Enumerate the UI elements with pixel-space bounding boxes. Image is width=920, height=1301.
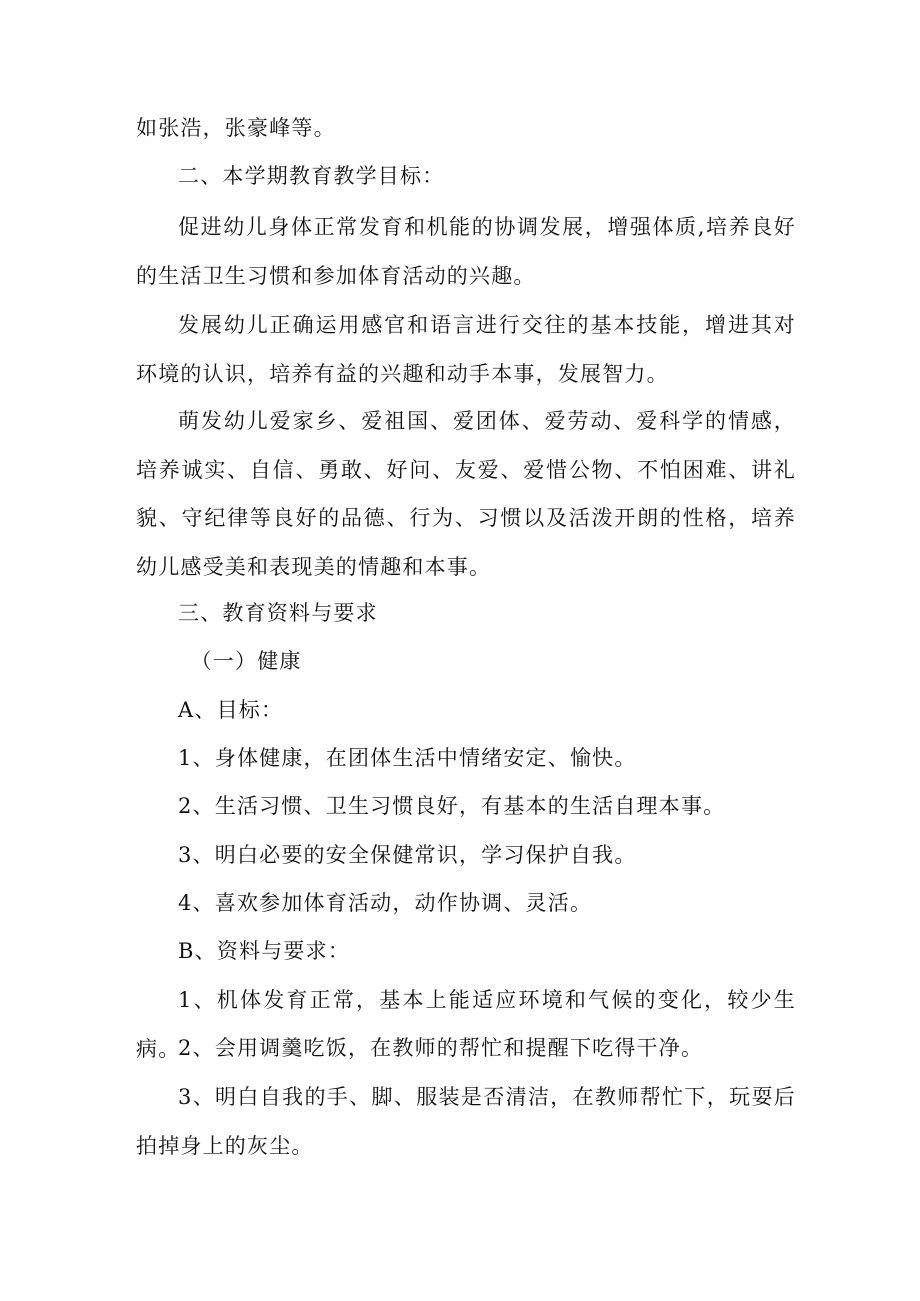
list-item-target-3: 3、明白必要的安全保健常识，学习保护自我。 (178, 843, 637, 867)
list-item-requirement-1: 1、机体发育正常，基本上能适应环境和气候的变化，较少生病。 (136, 988, 796, 1061)
list-item-requirement-2: 2、会用调羹吃饭，在教师的帮忙和提醒下吃得干净。 (178, 1036, 704, 1060)
paragraph-goal-intellect: 发展幼儿正确运用感官和语言进行交往的基本技能，增进其对环境的认识，培养有益的兴趣和动手本事，发展智力。 (136, 313, 796, 386)
paragraph-goal-emotion: 萌发幼儿爱家乡、爱祖国、爱团体、爱劳动、爱科学的情感，培养诚实、自信、勇敢、好问、友爱、爱惜公物、不怕困难、讲礼貌、守纪律等良好的品德、行为、习惯以及活泼开朗的性格，培养幼儿感受美和表现美的情趣和本事。 (136, 409, 796, 579)
subsection-heading-health: （一）健康 (190, 649, 302, 673)
list-item-target-1: 1、身体健康，在团体生活中情绪安定、愉快。 (178, 746, 637, 770)
list-item-requirement-3: 3、明白自我的手、脚、服装是否清洁，在教师帮忙下，玩耍后拍掉身上的灰尘。 (136, 1085, 796, 1158)
section-heading-content: 三、教育资料与要求 (178, 601, 378, 625)
list-item-target-4: 4、喜欢参加体育活动，动作协调、灵活。 (178, 891, 593, 915)
heading-targets: A、目标： (178, 698, 284, 722)
paragraph-goal-physical: 促进幼儿身体正常发育和机能的协调发展，增强体质,培养良好的生活卫生习惯和参加体育活动的兴趣。 (136, 215, 796, 288)
paragraph-continuation: 如张浩，张豪峰等。 (136, 116, 336, 140)
section-heading-goals: 二、本学期教育教学目标： (178, 164, 445, 188)
heading-requirements: B、资料与要求： (178, 939, 351, 963)
list-item-target-2: 2、生活习惯、卫生习惯良好，有基本的生活自理本事。 (178, 794, 726, 818)
